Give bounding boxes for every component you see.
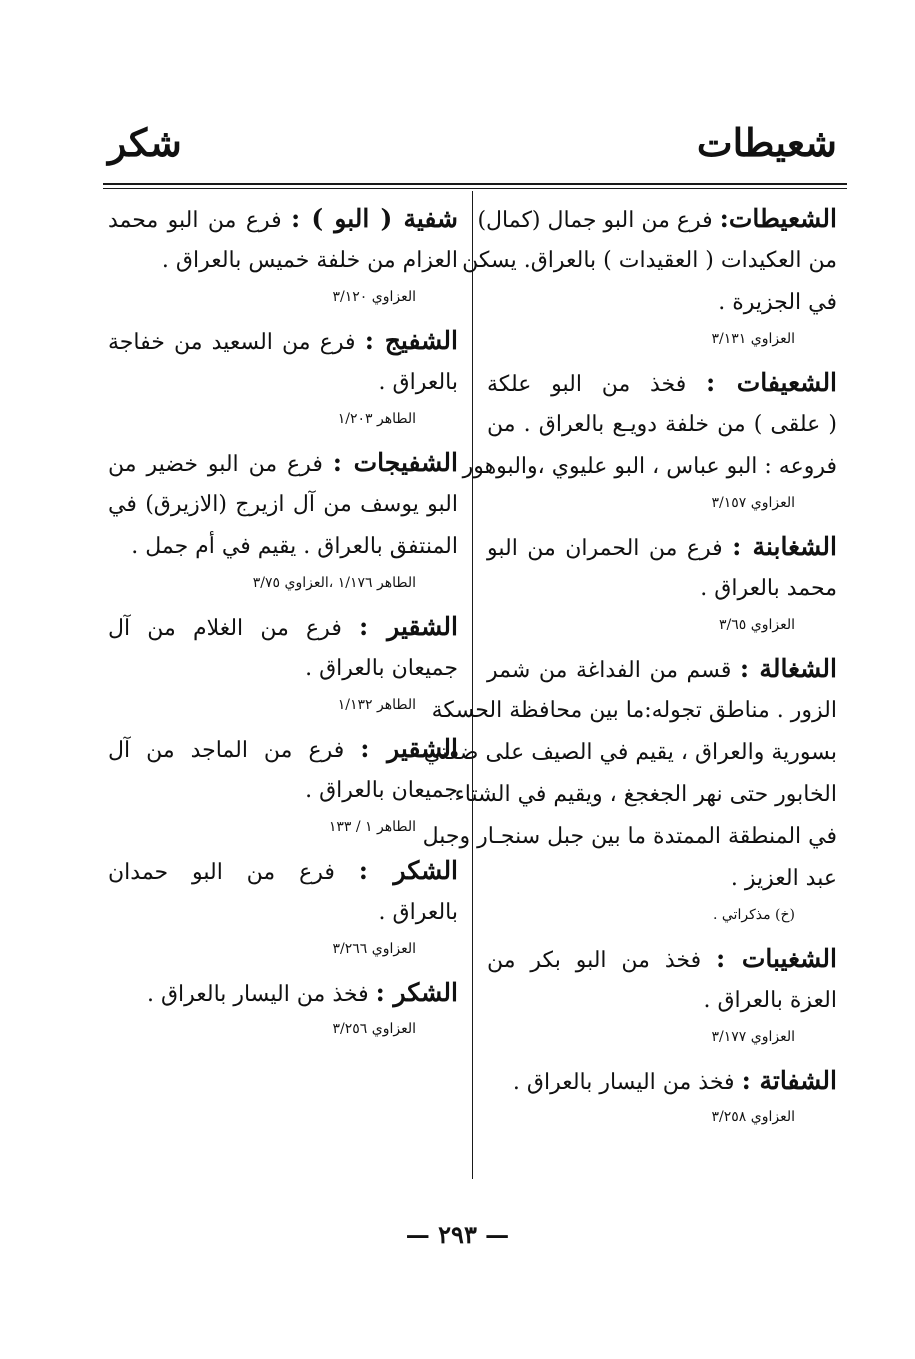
entry-text: بالعراق .	[378, 900, 458, 925]
entry-text: في الجزيرة .	[718, 290, 837, 315]
entry-line	[108, 526, 458, 568]
entry-text: بالعراق .	[378, 370, 458, 395]
entry-line	[431, 690, 837, 732]
dictionary-entry	[108, 728, 458, 842]
dictionary-entry	[108, 606, 458, 720]
entry-line	[108, 728, 458, 770]
entry-text: فرع من الغلام من آل	[108, 616, 342, 641]
entry-text: من العكيدات ( العقيدات ) بالعراق. يسكن	[462, 248, 837, 273]
entry-line	[108, 442, 458, 484]
entry-line	[487, 938, 837, 980]
entry-line	[108, 972, 458, 1014]
dictionary-entry	[487, 1060, 837, 1132]
entry-source: الطاهر ١/١٣٢	[337, 697, 416, 713]
entry-source: العزاوي ٣/١٢٠	[332, 289, 416, 305]
entry-text: فرع من البو محمد	[108, 208, 282, 233]
dictionary-entry	[462, 362, 838, 518]
entry-line	[108, 198, 458, 240]
entry-text: فرع من البو خضير من	[108, 452, 323, 477]
entry-line	[108, 362, 458, 404]
entry-text: فروعه : البو عباس ، البو عليوي ،والبوهور	[462, 454, 837, 479]
entry-line	[487, 980, 837, 1022]
entry-line	[108, 240, 458, 282]
dictionary-entry	[422, 648, 837, 930]
entry-source: الطاهر ١/١٧٦ ،العزاوي ٣/٧٥	[252, 575, 416, 591]
entry-line	[108, 606, 458, 648]
entry-line	[454, 774, 837, 816]
entry-source: العزاوي ٣/١٧٧	[711, 1029, 795, 1045]
entry-source: العزاوي ٣/٢٥٦	[332, 1021, 416, 1037]
left-column	[108, 198, 458, 1052]
dictionary-entry	[108, 198, 458, 312]
entry-line	[108, 770, 458, 812]
entry-line	[108, 484, 458, 526]
entry-line	[487, 282, 837, 324]
entry-text: في المنطقة الممتدة ما بين جبل سنجـار وجبل	[422, 824, 837, 849]
entry-text: جميعان بالعراق .	[305, 656, 458, 681]
header-rule-thin	[103, 188, 847, 189]
entry-text: فخذ من اليسار بالعراق .	[512, 1070, 735, 1095]
page-number: — ٢٩٣ —	[405, 1220, 510, 1249]
entry-source: العزاوي ٣/١٣١	[711, 331, 795, 347]
entry-headword: شفية ( البو ) :	[291, 204, 458, 233]
entry-text: فرع من البو جمال (كمال)	[477, 208, 713, 233]
entry-line	[462, 240, 837, 282]
entry-line	[423, 732, 837, 774]
dictionary-entry	[487, 938, 837, 1052]
entry-headword: الشفيج :	[364, 326, 458, 355]
entry-headword: الشعيفات :	[706, 368, 838, 397]
entry-source: (خ) مذكراتي .	[712, 907, 795, 923]
entry-line	[487, 1060, 837, 1102]
entry-text: فرع من الحمران من البو	[487, 536, 723, 561]
entry-line	[108, 892, 458, 934]
entry-text: فرع من الماجد من آل	[108, 738, 345, 763]
entry-headword: الشغالة :	[739, 654, 837, 683]
dictionary-entry	[462, 198, 837, 354]
entry-text: محمد بالعراق .	[700, 576, 837, 601]
entry-headword: الشكر :	[358, 856, 459, 885]
dictionary-entry	[108, 850, 458, 964]
entry-line	[487, 526, 837, 568]
entry-line	[487, 568, 837, 610]
entry-source: العزاوي ٣/٢٦٦	[332, 941, 416, 957]
entry-line	[108, 320, 458, 362]
entry-headword: الشعيطات:	[719, 204, 837, 233]
entry-headword: الشغابنة :	[732, 532, 837, 561]
entry-text: العزام من خلفة خميس بالعراق .	[161, 248, 458, 273]
entry-line	[108, 648, 458, 690]
entry-text: فخذ من اليسار بالعراق .	[146, 982, 369, 1007]
entry-text: فرع من البو حمدان	[108, 860, 335, 885]
entry-text: العزة بالعراق .	[703, 988, 837, 1013]
entry-source: الطاهر ١ / ١٣٣	[328, 819, 416, 835]
entry-line	[487, 404, 837, 446]
entry-text: ( علقى ) من خلفة دويـع بالعراق . من	[487, 412, 837, 437]
entry-headword: الشغيبات :	[716, 944, 837, 973]
entry-headword: الشفيجات :	[332, 448, 458, 477]
entry-headword: الشفاتة :	[741, 1066, 837, 1095]
column-divider	[472, 191, 473, 1179]
entry-text: الخابور حتى نهر الجغجغ ، ويقيم في الشتاء	[454, 782, 837, 807]
running-head-right: شعيطات	[696, 120, 837, 165]
entry-line	[422, 816, 837, 858]
dictionary-entry	[108, 320, 458, 434]
running-head-left: شكر	[108, 120, 182, 165]
entry-text: فخذ من البو علكة	[487, 372, 687, 397]
entry-text: فخذ من البو بكر من	[487, 948, 702, 973]
entry-text: البو يوسف من آل ازيرج (الازيرق) في	[108, 492, 458, 517]
header-rule	[103, 183, 847, 185]
entry-line	[477, 198, 837, 240]
entry-text: عبد العزيز .	[730, 866, 837, 891]
entry-line	[108, 850, 458, 892]
entry-headword: الشقير :	[359, 612, 458, 641]
right-column	[422, 198, 838, 1140]
entry-source: العزاوي ٣/٦٥	[719, 617, 795, 633]
entry-line	[487, 362, 837, 404]
dictionary-entry	[487, 526, 837, 640]
entry-text: قسم من الفداغة من شمر	[487, 658, 732, 683]
dictionary-entry	[108, 972, 458, 1044]
entry-line	[487, 858, 837, 900]
entry-text: بسورية والعراق ، يقيم في الصيف على ضفتي	[423, 740, 837, 765]
entry-source: العزاوي ٣/١٥٧	[711, 495, 795, 511]
entry-line	[487, 648, 837, 690]
entry-headword: الشقير :	[360, 734, 458, 763]
entry-text: فرع من السعيد من خفاجة	[108, 330, 356, 355]
entry-text: الزور . مناطق تجوله:ما بين محافظة الحسكة	[431, 698, 837, 723]
entry-text: المنتفق بالعراق . يقيم في أم جمل .	[131, 534, 458, 559]
entry-source: العزاوي ٣/٢٥٨	[711, 1109, 795, 1125]
entry-text: جميعان بالعراق .	[305, 778, 458, 803]
entry-line	[462, 446, 837, 488]
entry-source: الطاهر ١/٢٠٣	[337, 411, 416, 427]
entry-headword: الشكر :	[375, 978, 458, 1007]
dictionary-entry	[108, 442, 458, 598]
